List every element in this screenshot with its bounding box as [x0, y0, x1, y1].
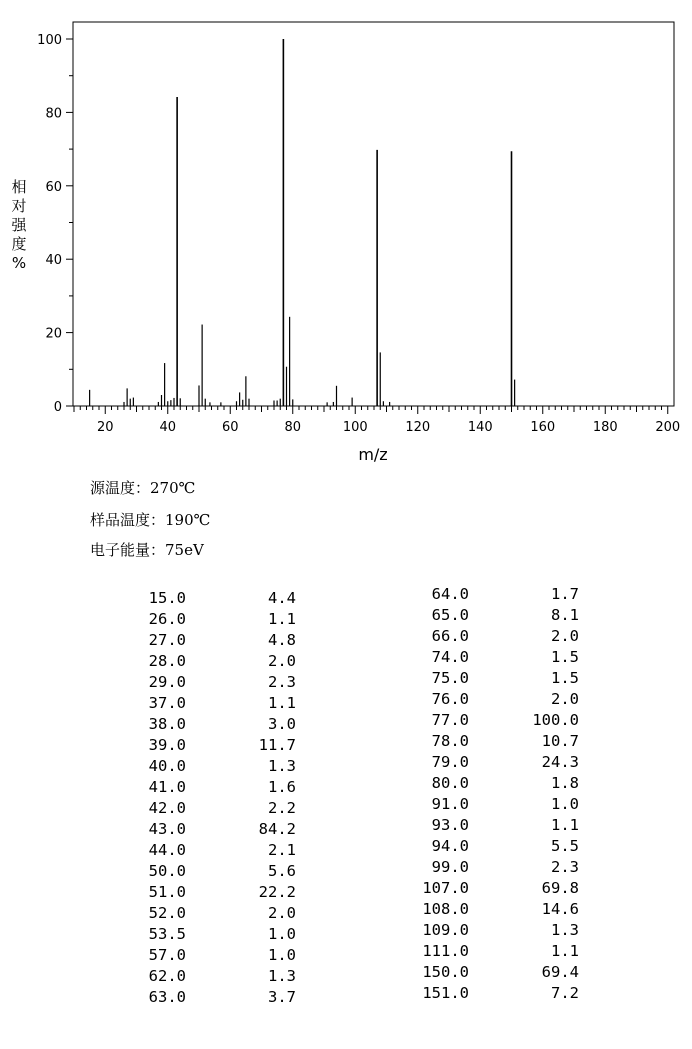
intensity-value: 1.6 — [268, 778, 296, 796]
mz-value: 50.0 — [148, 862, 186, 880]
table-row — [400, 920, 579, 941]
x-tick-label: 120 — [405, 420, 431, 435]
intensity-value: 4.4 — [268, 589, 296, 607]
table-row — [400, 878, 579, 899]
table-row — [400, 941, 579, 962]
sample-temperature: 样品温度：190℃ — [90, 511, 211, 529]
intensity-value: 1.5 — [551, 669, 579, 687]
mz-value: 76.0 — [431, 690, 469, 708]
y-axis-label — [10, 178, 28, 273]
table-row — [120, 987, 296, 1008]
table-row — [400, 773, 579, 794]
table-row — [120, 588, 296, 609]
mz-value: 93.0 — [431, 816, 469, 834]
x-axis-label: m/z — [358, 445, 388, 464]
mz-value: 62.0 — [148, 967, 186, 985]
mz-value: 66.0 — [431, 627, 469, 645]
x-axis — [74, 406, 680, 435]
table-row — [120, 798, 296, 819]
table-row — [120, 693, 296, 714]
table-row — [400, 668, 579, 689]
mz-value: 91.0 — [431, 795, 469, 813]
x-tick-label: 160 — [530, 420, 556, 435]
electron-energy: 电子能量：75eV — [90, 541, 204, 559]
mz-value: 43.0 — [148, 820, 186, 838]
table-row — [400, 983, 579, 1004]
table-row — [120, 672, 296, 693]
intensity-value: 69.8 — [541, 879, 579, 897]
intensity-value: 1.7 — [551, 585, 579, 603]
y-axis-label-char: % — [11, 254, 27, 272]
mz-value: 53.5 — [148, 925, 186, 943]
intensity-value: 22.2 — [258, 883, 296, 901]
table-row — [120, 861, 296, 882]
intensity-value: 1.1 — [551, 816, 579, 834]
y-axis-label-char: 相 — [11, 178, 27, 196]
intensity-value: 2.2 — [268, 799, 296, 817]
intensity-value: 1.0 — [551, 795, 579, 813]
y-axis-label-char: 强 — [11, 216, 27, 234]
intensity-value: 4.8 — [268, 631, 296, 649]
intensity-value: 2.3 — [551, 858, 579, 876]
mass-spectrum-chart — [0, 0, 692, 470]
y-tick-label: 20 — [45, 326, 62, 342]
mz-value: 52.0 — [148, 904, 186, 922]
intensity-value: 8.1 — [551, 606, 579, 624]
table-row — [400, 752, 579, 773]
mz-value: 108.0 — [422, 900, 469, 918]
intensity-value: 84.2 — [258, 820, 296, 838]
mz-value: 94.0 — [431, 837, 469, 855]
intensity-value: 2.0 — [268, 904, 296, 922]
x-tick-label: 200 — [655, 420, 681, 435]
x-tick-label: 180 — [592, 420, 618, 435]
mz-value: 39.0 — [148, 736, 186, 754]
table-row — [400, 962, 579, 983]
intensity-value: 5.5 — [551, 837, 579, 855]
table-row — [120, 945, 296, 966]
intensity-value: 1.0 — [268, 946, 296, 964]
table-row — [400, 815, 579, 836]
intensity-value: 1.0 — [268, 925, 296, 943]
table-row — [120, 819, 296, 840]
mz-value: 57.0 — [148, 946, 186, 964]
mz-value: 150.0 — [422, 963, 469, 981]
table-row — [400, 584, 579, 605]
mz-value: 29.0 — [148, 673, 186, 691]
table-row — [120, 609, 296, 630]
source-temperature: 源温度：270℃ — [90, 479, 196, 497]
intensity-value: 1.3 — [551, 921, 579, 939]
table-row — [120, 882, 296, 903]
mz-value: 99.0 — [431, 858, 469, 876]
intensity-value: 5.6 — [268, 862, 296, 880]
mz-value: 42.0 — [148, 799, 186, 817]
table-row — [400, 647, 579, 668]
mz-value: 79.0 — [431, 753, 469, 771]
x-tick-label: 80 — [284, 420, 302, 435]
mz-value: 74.0 — [431, 648, 469, 666]
table-row — [400, 710, 579, 731]
mz-value: 151.0 — [422, 984, 469, 1002]
intensity-value: 2.1 — [268, 841, 296, 859]
intensity-value: 1.8 — [551, 774, 579, 792]
intensity-value: 14.6 — [541, 900, 579, 918]
mz-value: 65.0 — [431, 606, 469, 624]
table-row — [400, 836, 579, 857]
mz-value: 111.0 — [422, 942, 469, 960]
mz-value: 40.0 — [148, 757, 186, 775]
intensity-value: 100.0 — [532, 711, 579, 729]
mz-value: 27.0 — [148, 631, 186, 649]
y-axis-label-char: 度 — [11, 235, 27, 253]
table-row — [120, 840, 296, 861]
x-tick-label: 20 — [96, 420, 114, 435]
intensity-value: 3.0 — [268, 715, 296, 733]
mz-value: 28.0 — [148, 652, 186, 670]
intensity-value: 2.0 — [551, 627, 579, 645]
intensity-value: 1.5 — [551, 648, 579, 666]
table-row — [120, 924, 296, 945]
table-row — [400, 626, 579, 647]
mz-value: 109.0 — [422, 921, 469, 939]
mz-value: 44.0 — [148, 841, 186, 859]
mz-value: 63.0 — [148, 988, 186, 1006]
mz-value: 75.0 — [431, 669, 469, 687]
peak-table-right — [400, 584, 579, 1004]
table-row — [120, 903, 296, 924]
y-tick-label: 80 — [45, 106, 62, 122]
table-row — [400, 794, 579, 815]
y-tick-label: 40 — [45, 253, 62, 269]
intensity-value: 1.3 — [268, 967, 296, 985]
intensity-value: 2.3 — [268, 673, 296, 691]
table-row — [120, 756, 296, 777]
intensity-value: 1.3 — [268, 757, 296, 775]
mz-value: 26.0 — [148, 610, 186, 628]
x-tick-label: 100 — [342, 420, 368, 435]
table-row — [400, 731, 579, 752]
mz-value: 38.0 — [148, 715, 186, 733]
mz-value: 64.0 — [431, 585, 469, 603]
intensity-value: 1.1 — [268, 694, 296, 712]
x-tick-label: 60 — [221, 420, 239, 435]
y-tick-label: 100 — [37, 33, 62, 48]
table-row — [120, 714, 296, 735]
y-tick-label: 0 — [53, 400, 62, 415]
table-row — [120, 651, 296, 672]
table-row — [400, 689, 579, 710]
y-tick-label: 60 — [45, 179, 62, 195]
x-tick-label: 40 — [159, 420, 177, 435]
table-row — [120, 777, 296, 798]
intensity-value: 11.7 — [258, 736, 296, 754]
mz-value: 37.0 — [148, 694, 186, 712]
table-row — [400, 857, 579, 878]
intensity-value: 24.3 — [541, 753, 579, 771]
mz-value: 51.0 — [148, 883, 186, 901]
plot-frame — [73, 22, 674, 406]
x-tick-label: 140 — [467, 420, 493, 435]
mz-value: 78.0 — [431, 732, 469, 750]
mz-value: 107.0 — [422, 879, 469, 897]
mz-value: 41.0 — [148, 778, 186, 796]
table-row — [120, 735, 296, 756]
intensity-value: 2.0 — [268, 652, 296, 670]
table-row — [120, 630, 296, 651]
mz-value: 77.0 — [431, 711, 469, 729]
intensity-value: 10.7 — [541, 732, 579, 750]
intensity-value: 2.0 — [551, 690, 579, 708]
mz-value: 15.0 — [148, 589, 186, 607]
table-row — [400, 605, 579, 626]
intensity-value: 69.4 — [541, 963, 579, 981]
intensity-value: 1.1 — [268, 610, 296, 628]
peaks — [90, 39, 515, 406]
table-row — [120, 966, 296, 987]
y-axis — [37, 33, 73, 415]
intensity-value: 1.1 — [551, 942, 579, 960]
mz-value: 80.0 — [431, 774, 469, 792]
y-axis-label-char: 对 — [11, 197, 27, 215]
peak-table-left — [120, 588, 296, 1008]
intensity-value: 3.7 — [268, 988, 296, 1006]
intensity-value: 7.2 — [551, 984, 579, 1002]
table-row — [400, 899, 579, 920]
